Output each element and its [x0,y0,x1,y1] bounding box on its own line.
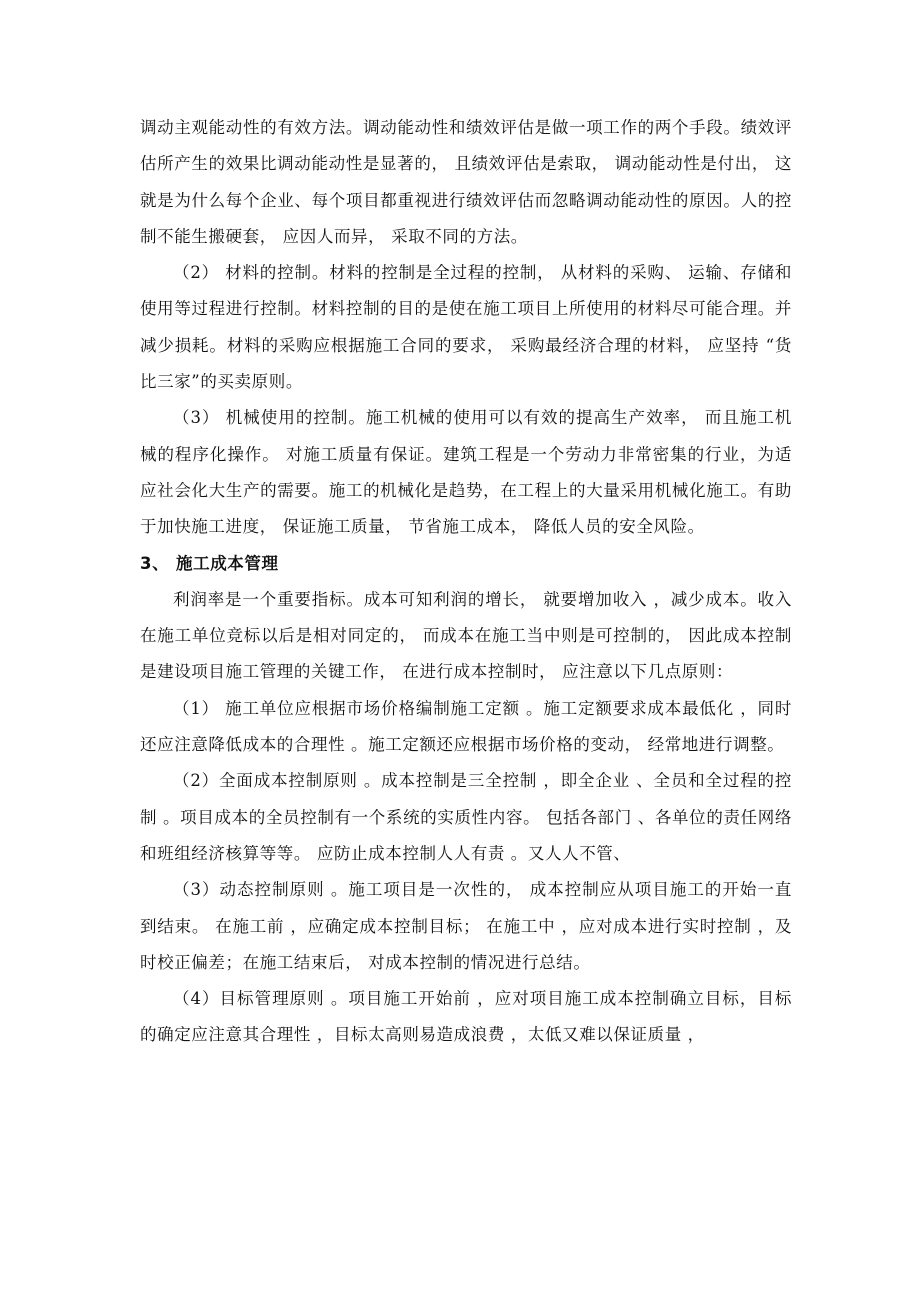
paragraph-performance-evaluation: 调动主观能动性的有效方法。调动能动性和绩效评估是做一项工作的两个手段。绩效评估所产生的效果比调动能动性是显著的， 且绩效评估是索取， 调动能动性是付出， 这就是为什么每个企业、每个项目都重视进行绩效评估而忽略调动能动性的原因。人的控制不能生搬硬套， 应因人而异， 采取不同的方法。 [140,118,792,246]
paragraph-cost-intro: 利润率是一个重要指标。成本可知利润的增长， 就要增加收入 ，减少成本。收入在施工单位竞标以后是相对同定的， 而成本在施工当中则是可控制的， 因此成本控制是建设项目施工管理的关键工作， 在进行成本控制时， 应注意以下几点原则： [140,589,792,682]
document-body [140,110,792,1054]
paragraph-material-control: （2） 材料的控制。材料的控制是全过程的控制， 从材料的采购、 运输、存储和使用等过程进行控制。材料控制的目的是使在施工项目上所使用的材料尽可能合理。并减少损耗。材料的采购应根据施工合同的要求， 采购最经济合理的材料， 应坚持 “货比三家”的买卖原则。 [140,263,792,392]
paragraph-machinery-control: （3） 机械使用的控制。施工机械的使用可以有效的提高生产效率， 而且施工机械的程序化操作。 对施工质量有保证。建筑工程是一个劳动力非常密集的行业，为适应社会化大生产的需要。施工的机械化是趋势，在工程上的大量采用机械化施工。有助于加快施工进度， 保证施工质量， 节省施工成本， 降低人员的安全风险。 [140,408,792,537]
section-heading-cost-management [140,546,792,582]
paragraph-principle-1: （1） 施工单位应根据市场价格编制施工定额 。施工定额要求成本最低化 ，同时还应注意降低成本的合理性 。施工定额还应根据市场价格的变动， 经常地进行调整。 [140,698,792,755]
paragraph-principle-2: （2）全面成本控制原则 。成本控制是三全控制 ，即全企业 、全员和全过程的控制 。项目成本的全员控制有一个系统的实质性内容。 包括各部门 、各单位的责任网络和班组经济核算等等。 应防止成本控制人人有责 。又人人不管、 [140,771,792,863]
section-heading-title: 施工成本管理 [176,553,279,573]
section-heading-number: 3、 [140,553,170,573]
paragraph-principle-4: （4）目标管理原则 。项目施工开始前 ，应对项目施工成本控制确立目标，目标的确定应注意其合理性 ，目标太高则易造成浪费 ，太低又难以保证质量 ， [140,989,792,1045]
paragraph-principle-3: （3）动态控制原则 。施工项目是一次性的， 成本控制应从项目施工的开始一直到结束。 在施工前 ，应确定成本控制目标； 在施工中 ，应对成本进行实时控制 ，及时校正偏差；在施工结束后， 对成本控制的情况进行总结。 [140,880,792,972]
